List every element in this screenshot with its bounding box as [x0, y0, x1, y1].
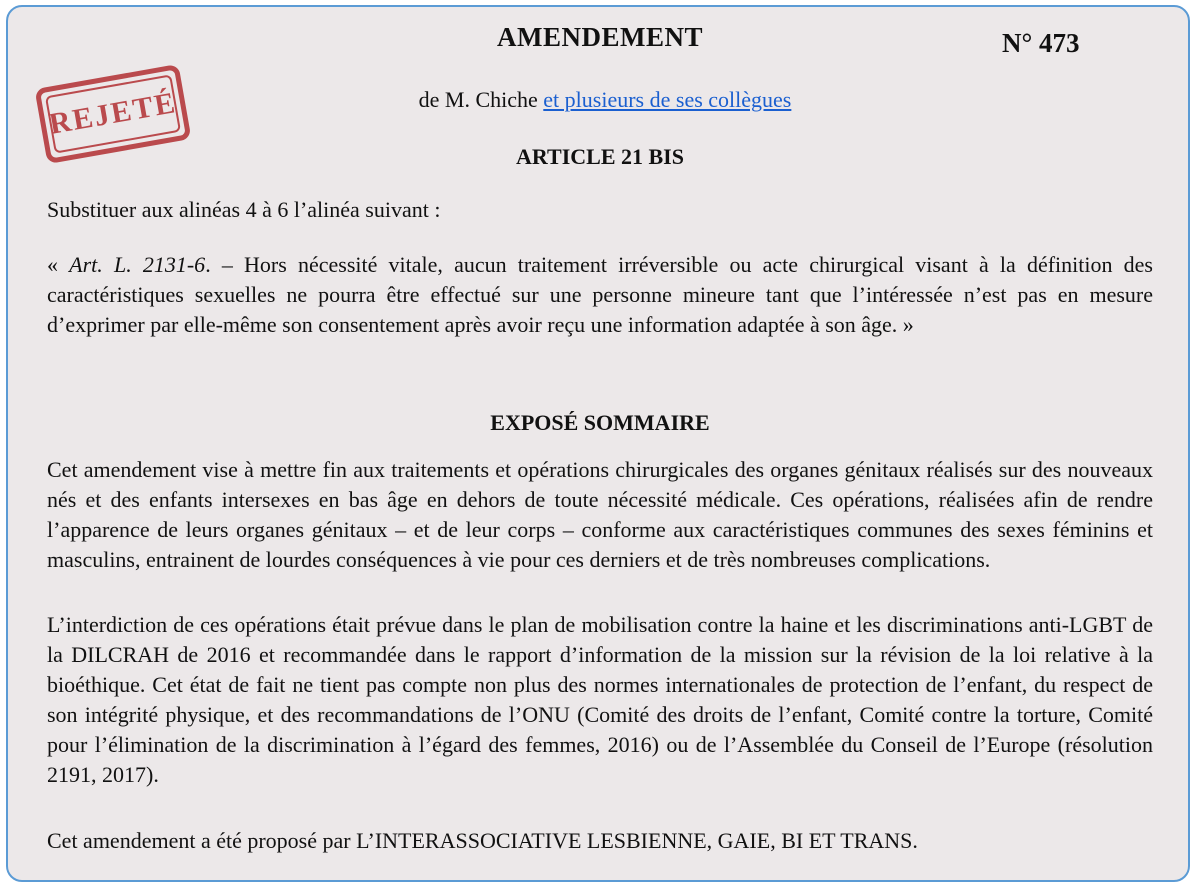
expose-title: EXPOSÉ SOMMAIRE	[490, 410, 710, 435]
stamp-text: REJETÉ	[46, 86, 180, 141]
quote-open: «	[47, 252, 70, 277]
expose-paragraph-1: Cet amendement vise à mettre fin aux traitements et opérations chirurgicales des organes génitaux réalisés sur des nouveaux nés et des enfants intersexes en bas âge en dehors de toute nécessité médicale. Ces opérations, réalisées afin de rendre l’apparence de leurs organes génitaux – et de leur corps – conforme aux caractéristiques communes des sexes féminins et masculins, entrainent de lourdes conséquences à vie pour ces derniers et de très nombreuses complications.	[47, 457, 1153, 572]
quote-body: . – Hors nécessité vitale, aucun traitement irréversible ou acte chirurgical visant à la définition des caractéristiques sexuelles ne pourra être effectué sur une personne mineure tant que l’intéressée n’est pas en mesure d’exprimer par elle‑même son consentement après avoir reçu une information adaptée à son âge. »	[47, 252, 1153, 337]
amendment-number: N° 473	[1002, 28, 1080, 58]
article-reference: Art. L. 2131‑6	[69, 252, 206, 277]
document-title: AMENDEMENT	[497, 22, 703, 52]
author-name: de M. Chiche	[418, 87, 538, 112]
author-line	[0, 87, 1200, 113]
article-instruction: Substituer aux alinéas 4 à 6 l’alinéa suivant :	[47, 197, 441, 222]
article-quote	[47, 250, 1153, 340]
article-title: ARTICLE 21 BIS	[516, 144, 684, 169]
colleagues-link[interactable]: et plusieurs de ses collègues	[543, 87, 792, 112]
expose-paragraph-3: Cet amendement a été proposé par L’INTERASSOCIATIVE LESBIENNE, GAIE, BI ET TRANS.	[47, 828, 918, 853]
expose-paragraph-2: L’interdiction de ces opérations était prévue dans le plan de mobilisation contre la haine et les discriminations anti-LGBT de la DILCRAH de 2016 et recommandée dans le rapport d’information de la mission sur la révision de la loi relative à la bioéthique. Cet état de fait ne tient pas compte non plus des normes internationales de protection de l’enfant, du respect de son intégrité physique, et des recommandations de l’ONU (Comité des droits de l’enfant, Comité contre la torture, Comité pour l’élimination de la discrimination à l’égard des femmes, 2016) ou de l’Assemblée du Conseil de l’Europe (résolution 2191, 2017).	[47, 612, 1153, 787]
